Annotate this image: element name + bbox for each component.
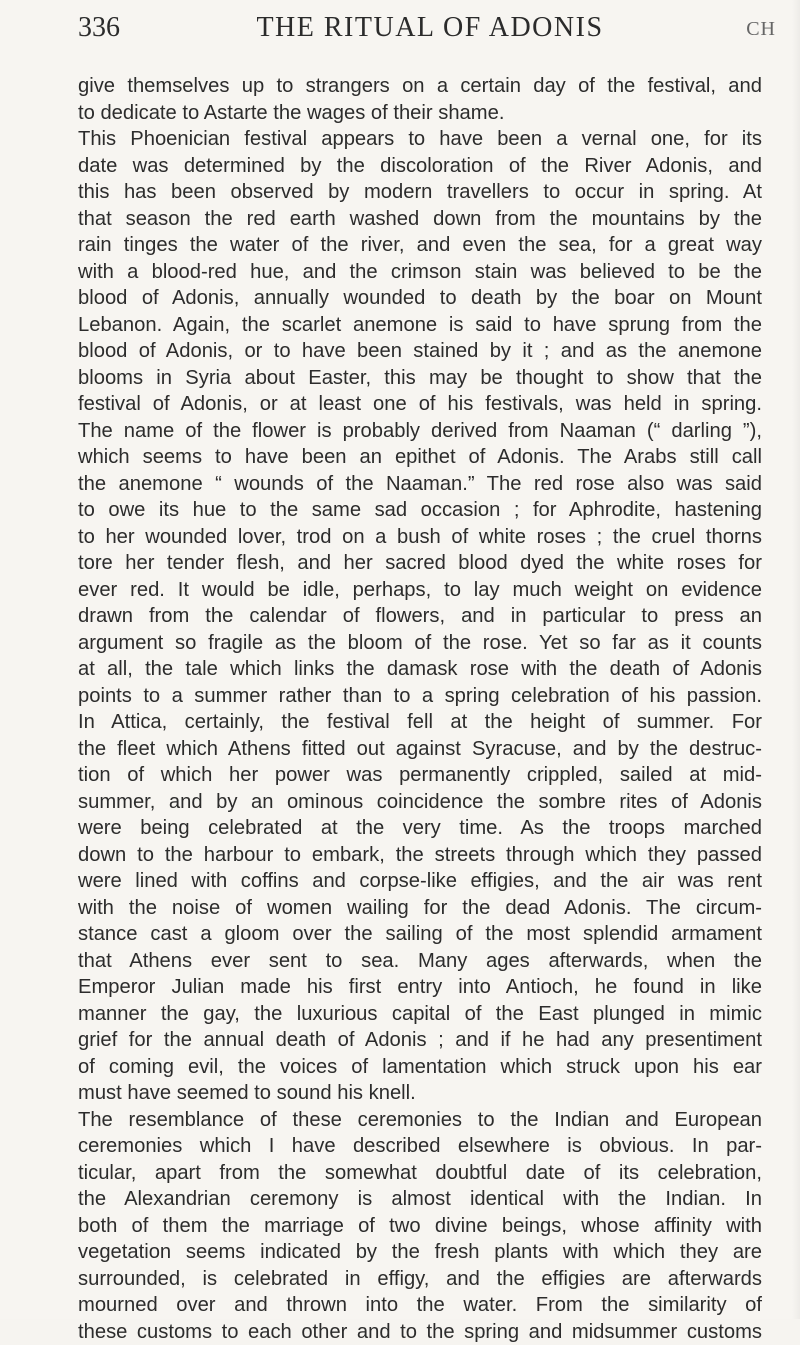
text-line: with a blood-red hue, and the crimson stain was believed to be the [78,259,762,286]
text-line: both of them the marriage of two divine beings, whose affinity with [78,1213,762,1240]
text-line: vegetation seems indicated by the fresh plants with which they are [78,1239,762,1266]
text-line: were being celebrated at the very time. As the troops marched [78,815,762,842]
text-line: ceremonies which I have described elsewhere is obvious. In par- [78,1133,762,1160]
text-line: the Alexandrian ceremony is almost identical with the Indian. In [78,1186,762,1213]
text-line: of coming evil, the voices of lamentation which struck upon his ear [78,1054,762,1081]
text-line: blood of Adonis, annually wounded to death by the boar on Mount [78,285,762,312]
text-line: tion of which her power was permanently crippled, sailed at mid- [78,762,762,789]
text-line: mourned over and thrown into the water. From the similarity of [78,1292,762,1319]
running-title: THE RITUAL OF ADONIS [78,12,782,44]
text-line: were lined with coffins and corpse-like effigies, and the air was rent [78,868,762,895]
text-line: grief for the annual death of Adonis ; and if he had any presentiment [78,1027,762,1054]
text-line: that Athens ever sent to sea. Many ages afterwards, when the [78,948,762,975]
text-line: must have seemed to sound his knell. [78,1080,762,1107]
text-line: festival of Adonis, or at least one of his festivals, was held in spring. [78,391,762,418]
text-line: The resemblance of these ceremonies to the Indian and European [78,1107,762,1134]
text-line: this has been observed by modern travellers to occur in spring. At [78,179,762,206]
text-line: to her wounded lover, trod on a bush of white roses ; the cruel thorns [78,524,762,551]
body-text [78,73,762,1345]
page-header [78,12,782,60]
text-line: tore her tender flesh, and her sacred blood dyed the white roses for [78,550,762,577]
text-line: ever red. It would be idle, perhaps, to lay much weight on evidence [78,577,762,604]
text-line: give themselves up to strangers on a certain day of the festival, and [78,73,762,100]
text-line: Emperor Julian made his first entry into Antioch, he found in like [78,974,762,1001]
text-line: manner the gay, the luxurious capital of the East plunged in mimic [78,1001,762,1028]
text-line: summer, and by an ominous coincidence the sombre rites of Adonis [78,789,762,816]
text-line: blood of Adonis, or to have been stained by it ; and as the anemone [78,338,762,365]
text-line: surrounded, is celebrated in effigy, and the effigies are afterwards [78,1266,762,1293]
text-line: rain tinges the water of the river, and even the sea, for a great way [78,232,762,259]
text-line: Lebanon. Again, the scarlet anemone is said to have sprung from the [78,312,762,339]
page-edge-shadow [792,0,800,1319]
text-line: In Attica, certainly, the festival fell at the height of summer. For [78,709,762,736]
text-line: The name of the flower is probably derived from Naaman (“ darling ”), [78,418,762,445]
text-line: date was determined by the discoloration of the River Adonis, and [78,153,762,180]
text-line: points to a summer rather than to a spring celebration of his passion. [78,683,762,710]
text-line: the fleet which Athens fitted out against Syracuse, and by the destruc- [78,736,762,763]
text-line: these customs to each other and to the spring and midsummer customs [78,1319,762,1345]
text-line: at all, the tale which links the damask rose with the death of Adonis [78,656,762,683]
text-line: to owe its hue to the same sad occasion ; for Aphrodite, hastening [78,497,762,524]
text-line: down to the harbour to embark, the streets through which they passed [78,842,762,869]
text-line: ticular, apart from the somewhat doubtful date of its celebration, [78,1160,762,1187]
page-number: 336 [78,12,120,44]
text-line: to dedicate to Astarte the wages of their shame. [78,100,762,127]
text-line: blooms in Syria about Easter, this may be thought to show that the [78,365,762,392]
text-line: drawn from the calendar of flowers, and in particular to press an [78,603,762,630]
text-line: with the noise of women wailing for the dead Adonis. The circum- [78,895,762,922]
text-line: the anemone “ wounds of the Naaman.” The red rose also was said [78,471,762,498]
text-line: stance cast a gloom over the sailing of the most splendid armament [78,921,762,948]
chapter-abbreviation: CH [746,18,776,41]
text-line: which seems to have been an epithet of Adonis. The Arabs still call [78,444,762,471]
text-line: argument so fragile as the bloom of the rose. Yet so far as it counts [78,630,762,657]
text-line: that season the red earth washed down from the mountains by the [78,206,762,233]
text-line: This Phoenician festival appears to have been a vernal one, for its [78,126,762,153]
